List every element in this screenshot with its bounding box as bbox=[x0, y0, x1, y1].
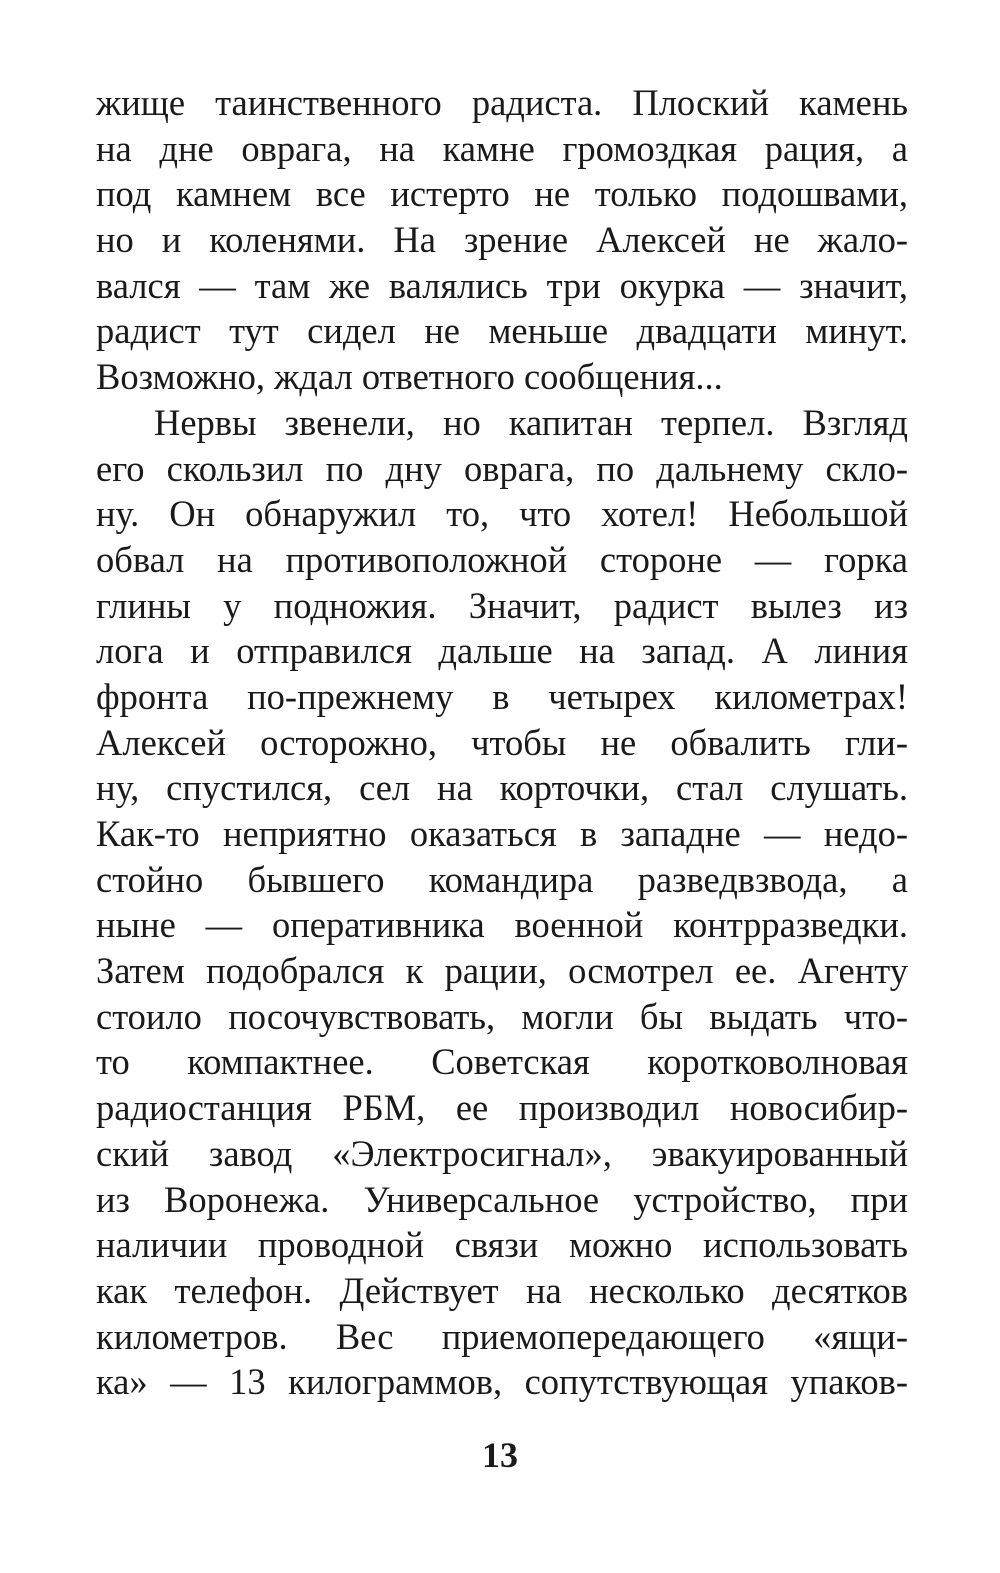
text-line: стойно бывшего командира разведвзвода, а bbox=[96, 858, 908, 900]
text-line: Возможно, ждал ответного сообщения... bbox=[96, 356, 723, 398]
text-line: Затем подобрался к рации, осмотрел ее. Агенту bbox=[96, 950, 908, 992]
text-line: километров. Вес приемопередающего «ящи- bbox=[96, 1315, 908, 1357]
body-text bbox=[96, 80, 908, 1405]
text-line: ну, спустился, сел на корточки, стал слушать. bbox=[96, 767, 908, 809]
text-line: как телефон. Действует на несколько десятков bbox=[96, 1269, 908, 1311]
text-line: фронта по-прежнему в четырех километрах! bbox=[96, 675, 908, 717]
text-line: обвал на противоположной стороне — горка bbox=[96, 538, 908, 580]
page-number: 13 bbox=[482, 1435, 518, 1475]
text-line: то компактнее. Советская коротковолновая bbox=[96, 1041, 908, 1083]
text-line: ныне — оперативника военной контрразведки. bbox=[96, 904, 908, 946]
text-line: ский завод «Электросигнал», эвакуированный bbox=[96, 1132, 908, 1174]
text-line: из Воронежа. Универсальное устройство, при bbox=[96, 1178, 908, 1220]
text-line: радиостанция РБМ, ее производил новосибир- bbox=[96, 1087, 908, 1129]
text-line: но и коленями. На зрение Алексей не жало- bbox=[96, 219, 908, 261]
text-line: под камнем все истерто не только подошвами, bbox=[96, 173, 908, 215]
text-line: ну. Он обнаружил то, что хотел! Небольшой bbox=[96, 493, 908, 535]
text-line: глины у подножия. Значит, радист вылез из bbox=[96, 584, 908, 626]
text-line: Алексей осторожно, чтобы не обвалить гли- bbox=[96, 721, 908, 763]
text-line: наличии проводной связи можно использовать bbox=[96, 1224, 908, 1266]
text-line: лога и отправился дальше на запад. А линия bbox=[96, 630, 908, 672]
text-line: Как-то неприятно оказаться в западне — недо- bbox=[96, 813, 908, 854]
text-line: радист тут сидел не меньше двадцати минут. bbox=[96, 310, 908, 352]
text-line: жище таинственного радиста. Плоский камень bbox=[96, 82, 908, 123]
text-line: Нервы звенели, но капитан терпел. Взгляд bbox=[154, 401, 908, 443]
text-line: его скользил по дну оврага, по дальнему скло- bbox=[96, 447, 908, 489]
text-line: стоило посочувствовать, могли бы выдать что- bbox=[96, 995, 908, 1037]
text-line: на дне оврага, на камне громоздкая рация, а bbox=[96, 127, 908, 169]
text-line: вался — там же валялись три окурка — значит, bbox=[96, 264, 908, 306]
text-line: ка» — 13 килограммов, сопутствующая упаков- bbox=[96, 1361, 908, 1403]
